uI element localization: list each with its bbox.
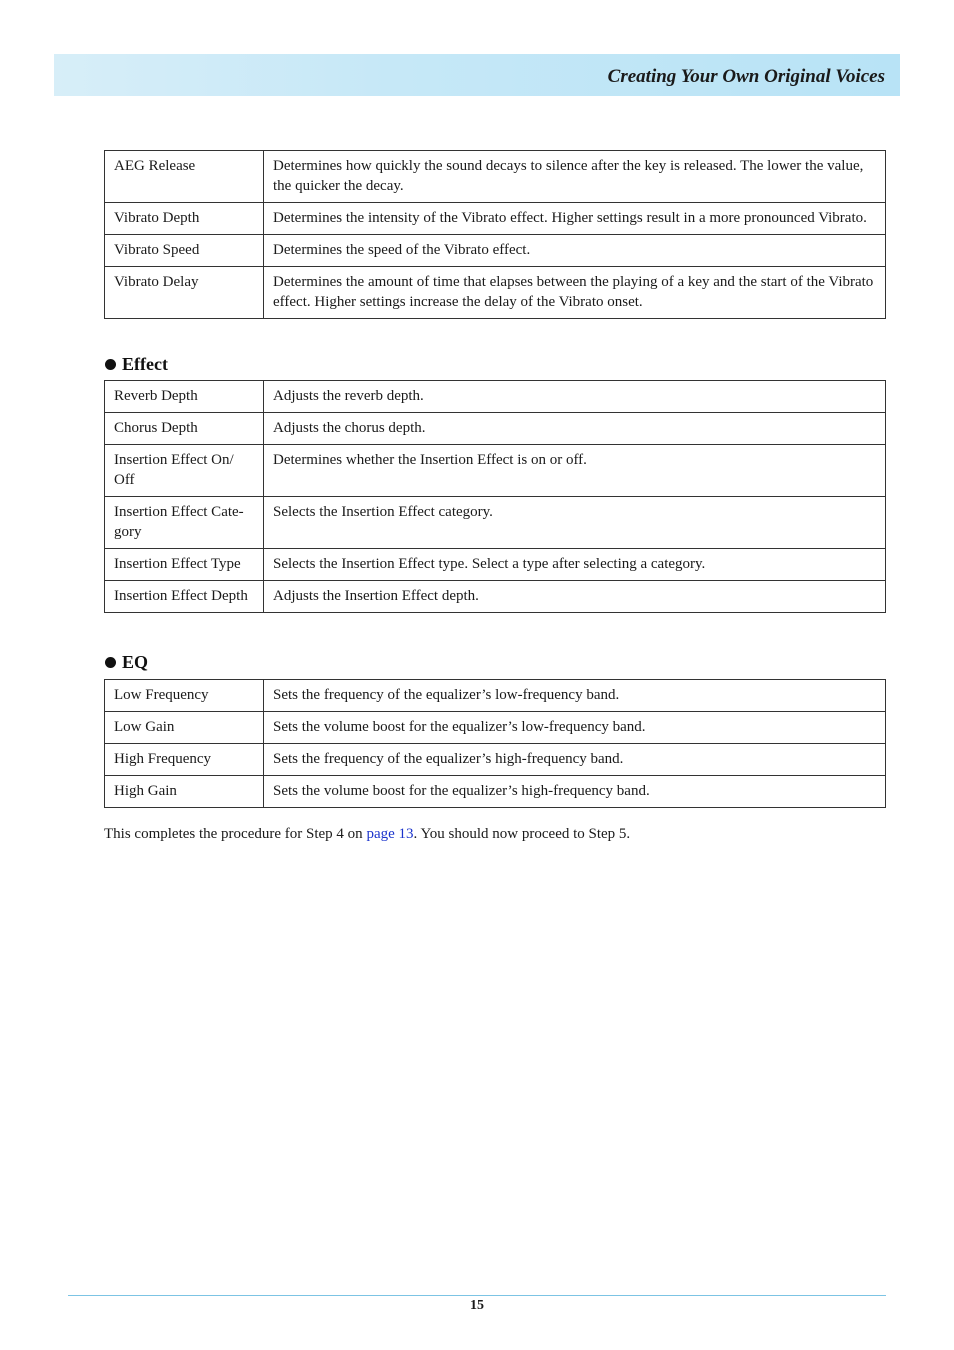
table-row <box>105 267 886 319</box>
page-13-link[interactable]: page 13 <box>366 826 414 842</box>
parameter-description: Selects the Insertion Effect type. Select a type after selecting a category. <box>264 549 886 581</box>
effect-parameter-table <box>104 380 886 613</box>
parameter-description: Determines the speed of the Vibrato effect. <box>264 235 886 267</box>
parameter-description: Selects the Insertion Effect category. <box>264 497 886 549</box>
table-row <box>105 413 886 445</box>
parameter-description: Sets the frequency of the equalizer’s low-frequency band. <box>264 680 886 712</box>
parameter-description: Adjusts the Insertion Effect depth. <box>264 581 886 613</box>
table-row <box>105 549 886 581</box>
chapter-title: Creating Your Own Original Voices <box>607 66 885 87</box>
parameter-description: Determines the intensity of the Vibrato effect. Higher settings result in a more pronounced Vibrato. <box>264 203 886 235</box>
parameter-name: Vibrato Speed <box>105 235 264 267</box>
bullet-icon <box>105 359 116 370</box>
parameter-description: Sets the volume boost for the equalizer’s low-frequency band. <box>264 712 886 744</box>
table-row <box>105 776 886 808</box>
parameter-name: Low Gain <box>105 712 264 744</box>
parameter-name: Insertion Effect Depth <box>105 581 264 613</box>
table-row <box>105 680 886 712</box>
voice-parameter-table <box>104 150 886 319</box>
closing-paragraph <box>104 826 630 843</box>
parameter-description: Sets the volume boost for the equalizer’s high-frequency band. <box>264 776 886 808</box>
effect-section-heading <box>105 354 168 375</box>
parameter-name: Insertion Effect Type <box>105 549 264 581</box>
table-row <box>105 381 886 413</box>
parameter-description: Sets the frequency of the equalizer’s high-frequency band. <box>264 744 886 776</box>
table-row <box>105 203 886 235</box>
table-row <box>105 712 886 744</box>
parameter-name: High Frequency <box>105 744 264 776</box>
eq-heading-label: EQ <box>122 652 149 672</box>
page-number: 15 <box>470 1298 484 1313</box>
eq-parameter-table <box>104 679 886 808</box>
parameter-name: High Gain <box>105 776 264 808</box>
parameter-description: Adjusts the reverb depth. <box>264 381 886 413</box>
table-row <box>105 235 886 267</box>
parameter-name: Reverb Depth <box>105 381 264 413</box>
parameter-name: Chorus Depth <box>105 413 264 445</box>
footer-divider <box>68 1295 886 1296</box>
parameter-description: Determines the amount of time that elapses between the playing of a key and the start of the Vibrato effect. Higher settings increase the delay of the Vibrato onset. <box>264 267 886 319</box>
table-row <box>105 581 886 613</box>
closing-text-after: . You should now proceed to Step 5. <box>413 826 631 842</box>
table-row <box>105 151 886 203</box>
parameter-name: Low Frequency <box>105 680 264 712</box>
bullet-icon <box>105 657 116 668</box>
table-row <box>105 497 886 549</box>
effect-heading-label: Effect <box>122 354 168 374</box>
parameter-name: AEG Release <box>105 151 264 203</box>
table-row <box>105 445 886 497</box>
parameter-name: Insertion Effect On/ Off <box>105 445 264 497</box>
parameter-description: Determines whether the Insertion Effect is on or off. <box>264 445 886 497</box>
parameter-description: Determines how quickly the sound decays to silence after the key is released. The lower the value, the quicker the decay. <box>264 151 886 203</box>
parameter-description: Adjusts the chorus depth. <box>264 413 886 445</box>
table-row <box>105 744 886 776</box>
parameter-name: Insertion Effect Cate-gory <box>105 497 264 549</box>
eq-section-heading <box>105 652 148 673</box>
parameter-name: Vibrato Delay <box>105 267 264 319</box>
page-header <box>54 54 900 96</box>
closing-text-before: This completes the procedure for Step 4 on <box>104 826 367 842</box>
parameter-name: Vibrato Depth <box>105 203 264 235</box>
